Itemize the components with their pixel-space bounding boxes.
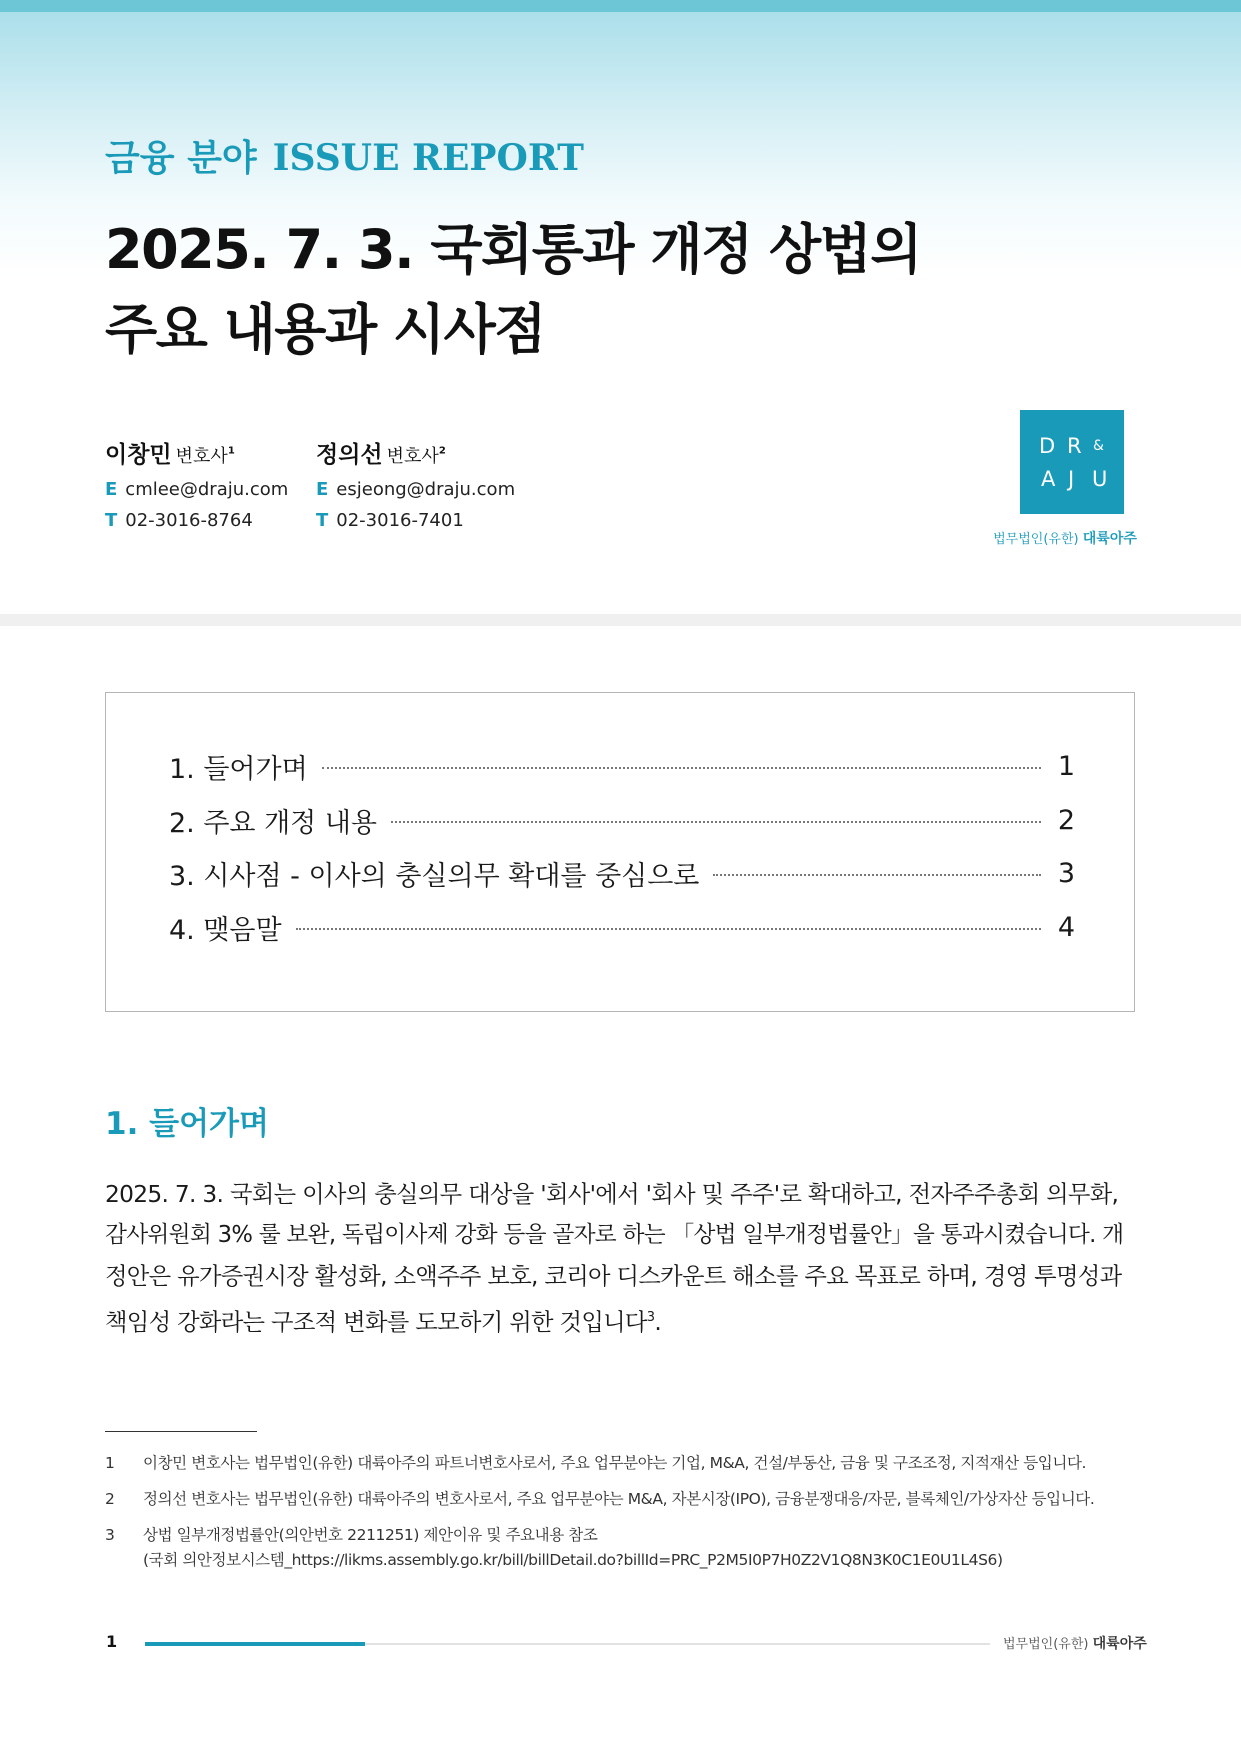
author-name: 이창민 [105,442,172,468]
author-email-link[interactable]: esjeong@draju.com [336,479,516,500]
paragraph-line: 2025. 7. 3. 국회는 이사의 충실의무 대상을 '회사'에서 '회사 및 주주'로 확대하고, 전자주주총회 의무화, [105,1181,1119,1208]
logo-letter: D [1039,434,1057,458]
footer-brand [1003,1633,1147,1653]
kicker-english: ISSUE REPORT [272,137,584,179]
author-name: 정의선 [316,442,383,468]
footnote-text: 이창민 변호사는 법무법인(유한) 대륙아주의 파트너변호사로서, 주요 업무분야는 기업, M&A, 건설/부동산, 금융 및 구조조정, 지적재산 등입니다. [143,1454,1087,1472]
footnote-number: 2 [105,1490,115,1508]
footnote-number: 3 [105,1526,115,1544]
logo-letter: & [1093,438,1105,454]
tel-label: T [316,510,329,531]
footnote-ref: 3 [646,1310,655,1325]
paragraph-line-tail: . [654,1308,662,1336]
footnote-text: 상법 일부개정법률안(의안번호 2211251) 제안이유 및 주요내용 참조 [143,1526,598,1544]
author-card-1 [105,436,288,531]
report-kicker [105,130,584,181]
author-email-link[interactable]: cmlee@draju.com [125,479,289,500]
author-tel: 02-3016-7401 [336,510,464,531]
toc-item-conclusion[interactable] [169,909,1075,945]
top-accent-bar [0,0,1241,12]
intro-paragraph [105,1174,1137,1343]
paragraph-line-text: 책임성 강화라는 구조적 변화를 도모하기 위한 것입니다 [105,1308,647,1336]
footer-brand-name: 대륙아주 [1092,1636,1147,1652]
logo-caption-name: 대륙아주 [1082,531,1137,547]
footnote-number: 1 [105,1454,115,1472]
toc-label: 3. 시사점 - 이사의 충실의무 확대를 중심으로 [169,860,700,892]
firm-logo [1020,410,1124,514]
logo-letter: U [1092,467,1109,491]
author-role: 변호사 [386,446,439,467]
toc-leader [322,767,1041,769]
author-card-2 [316,436,515,531]
toc-label: 4. 맺음말 [169,914,282,946]
email-label: E [105,479,118,500]
footnote-rule [105,1431,257,1432]
toc-label: 1. 들어가며 [169,753,308,785]
toc-leader [713,874,1041,876]
page-progress-fill [145,1642,365,1646]
page-number: 1 [106,1632,118,1651]
footnote-text: 정의선 변호사는 법무법인(유한) 대륙아주의 변호사로서, 주요 업무분야는 M&A, 자본시장(IPO), 금융분쟁대응/자문, 블록체인/가상자산 등입니다. [143,1490,1095,1508]
logo-letter: R [1067,434,1083,458]
kicker-korean: 금융 분야 [105,138,257,179]
logo-letter: J [1068,467,1076,491]
toc-page: 4 [1057,911,1075,943]
header-divider [0,614,1241,626]
footnote-ref: 2 [438,445,446,457]
title-line-2: 주요 내용과 시사점 [105,298,545,361]
toc-item-amendments[interactable] [169,802,1075,838]
page-title [105,210,921,370]
toc-page: 3 [1057,857,1075,889]
logo-caption-prefix: 법무법인(유한) [993,532,1079,547]
logo-letter: A [1041,467,1057,491]
footnote-ref: 1 [227,445,235,457]
toc-leader [296,928,1041,930]
toc-page: 1 [1057,750,1075,782]
toc-leader [391,821,1041,823]
paragraph-line: 감사위원회 3% 룰 보완, 독립이사제 강화 등을 골자로 하는 「상법 일부개정법률안」을 통과시켰습니다. 개 [105,1222,1124,1248]
author-tel: 02-3016-8764 [125,510,253,531]
paragraph-line [105,1297,1137,1343]
paragraph-line: 정안은 유가증권시장 활성화, 소액주주 보호, 코리아 디스카운트 해소를 주요 목표로 하며, 경영 투명성과 [105,1263,1122,1290]
table-of-contents [105,692,1135,1012]
toc-item-implications[interactable] [169,855,1075,891]
section-heading: 1. 들어가며 [105,1106,269,1142]
toc-item-intro[interactable] [169,748,1075,784]
tel-label: T [105,510,118,531]
footer-brand-prefix: 법무법인(유한) [1003,1637,1089,1652]
toc-label: 2. 주요 개정 내용 [169,807,378,839]
logo-caption [990,528,1140,548]
toc-page: 2 [1057,804,1075,836]
title-line-1: 2025. 7. 3. 국회통과 개정 상법의 [105,218,921,281]
author-role: 변호사 [175,446,228,467]
footnote-source-link[interactable]: (국회 의안정보시스템_https://likms.assembly.go.kr/bill/billDetail.do?billId=PRC_P2M5I0P7H0Z2V1Q8N3K0C1E0U1L4S6) [143,1551,1003,1569]
email-label: E [316,479,329,500]
